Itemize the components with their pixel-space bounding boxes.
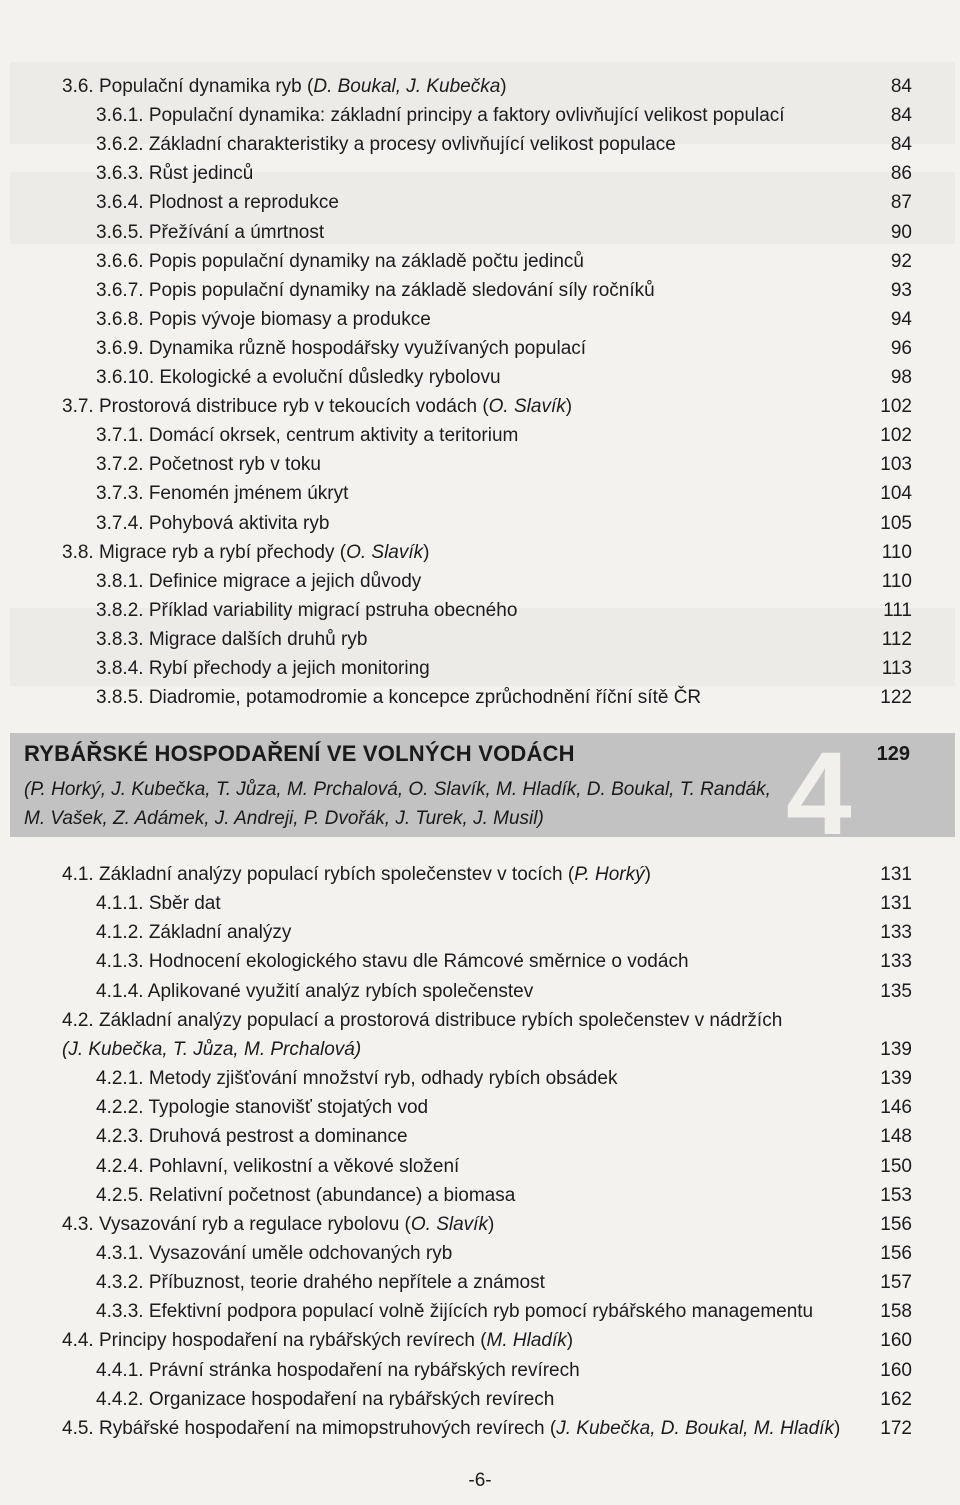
toc-entry[interactable] — [0, 363, 960, 392]
toc-entry-authors: O. Slavík — [346, 541, 424, 563]
toc-entry-label: 3.8.4. Rybí přechody a jejich monitoring — [96, 658, 430, 679]
toc-entry-label: 3.8.5. Diadromie, potamodromie a koncepce zprůchodnění říční sítě ČR — [96, 687, 702, 709]
toc-entry-label: 3.8.2. Příklad variability migrací pstruha obecného — [96, 599, 518, 621]
toc-entry-label: 3.6.4. Plodnost a reprodukce — [96, 192, 339, 214]
toc-entry-label: 4.2. Základní analýzy populací a prostorová distribuce rybích společenstev v nádržích — [62, 1009, 783, 1031]
toc-entry-label: 4.4.1. Právní stránka hospodaření na rybářských revírech — [96, 1359, 580, 1381]
toc-entry-page-number: 94 — [890, 308, 912, 330]
toc-entry-page-number: 139 — [880, 1038, 912, 1060]
toc-entry-page-number: 96 — [890, 337, 912, 359]
toc-entry[interactable] — [0, 1035, 960, 1064]
toc-entry-label: 3.8.1. Definice migrace a jejich důvody — [96, 570, 422, 592]
toc-entry-page-number: 84 — [890, 134, 912, 156]
toc-entry-label: 4.3. Vysazování ryb a regulace rybolovu (O. Slavík) — [62, 1213, 495, 1235]
toc-entry-page-number: 111 — [883, 599, 912, 621]
toc-entry[interactable] — [0, 1356, 960, 1385]
page-number-footer: -6- — [468, 1470, 492, 1491]
toc-entry[interactable] — [0, 654, 960, 683]
toc-entry-page-number: 87 — [890, 192, 912, 214]
toc-entry-label: 4.1.1. Sběr dat — [96, 893, 221, 915]
toc-entry[interactable] — [0, 1210, 960, 1239]
toc-entry[interactable] — [0, 305, 960, 334]
toc-entry-page-number: 157 — [880, 1272, 912, 1294]
toc-entry[interactable] — [0, 860, 960, 889]
toc-entry-label: 4.1.4. Aplikované využití analýz rybích společenstev — [96, 980, 534, 1002]
toc-entry[interactable] — [0, 159, 960, 188]
toc-entry[interactable] — [0, 977, 960, 1006]
chapter-page-number: 129 — [876, 743, 910, 765]
toc-entry-page-number: 102 — [880, 396, 912, 418]
chapter-authors-line-2: M. Vašek, Z. Adámek, J. Andreji, P. Dvořák, J. Turek, J. Musil) — [24, 808, 544, 829]
toc-entry[interactable] — [0, 130, 960, 159]
toc-entry-label: 3.7.2. Početnost ryb v toku — [96, 454, 321, 476]
toc-entry-page-number: 84 — [890, 76, 912, 97]
toc-entry-label: 3.6.9. Dynamika různě hospodářsky využívaných populací — [96, 337, 587, 359]
toc-entry[interactable] — [0, 1239, 960, 1268]
toc-entry-page-number: 172 — [880, 1417, 912, 1439]
toc-entry-label: 4.2.3. Druhová pestrost a dominance — [96, 1126, 408, 1148]
toc-entry[interactable] — [0, 625, 960, 654]
toc-entry-label: 4.3.2. Příbuznost, teorie drahého nepřítele a známost — [96, 1272, 545, 1294]
toc-entry[interactable] — [0, 1326, 960, 1355]
chapter-authors — [24, 775, 771, 833]
toc-entry-page-number: 158 — [880, 1301, 912, 1323]
toc-entry-page-number: 93 — [890, 279, 912, 301]
toc-entry[interactable] — [0, 218, 960, 247]
toc-entry-page-number: 156 — [880, 1242, 912, 1264]
toc-entry-page-number: 105 — [880, 512, 912, 534]
toc-entry-page-number: 98 — [890, 367, 912, 388]
toc-entry-label: 3.6.7. Popis populační dynamiky na základě sledování síly ročníků — [96, 279, 655, 301]
toc-entry[interactable] — [0, 1297, 960, 1326]
toc-entry-label: 4.2.2. Typologie stanovišť stojatých vod — [96, 1097, 429, 1119]
toc-entry-authors: O. Slavík — [410, 1213, 488, 1235]
toc-entry-label: 3.8. Migrace ryb a rybí přechody (O. Slavík) — [62, 541, 430, 563]
toc-entry[interactable] — [0, 1268, 960, 1297]
toc-entry-page-number: 86 — [890, 163, 912, 185]
toc-entry[interactable] — [0, 509, 960, 538]
toc-entry-page-number: 113 — [881, 658, 912, 679]
toc-entry-label: 3.6.5. Přežívání a úmrtnost — [96, 221, 325, 243]
toc-entry-page-number: 110 — [881, 570, 912, 592]
toc-entry-label: 4.1. Základní analýzy populací rybích společenstev v tocích (P. Horký) — [62, 864, 651, 885]
toc-entry-label: 3.7. Prostorová distribuce ryb v tekoucích vodách (O. Slavík) — [62, 396, 573, 418]
toc-entry-label: 3.8.3. Migrace dalších druhů ryb — [96, 628, 368, 650]
toc-entry-page-number: 122 — [880, 687, 912, 709]
toc-entry[interactable] — [0, 1414, 960, 1443]
toc-entry-page-number: 110 — [881, 541, 912, 563]
toc-entry[interactable] — [0, 276, 960, 305]
toc-entry[interactable] — [0, 1122, 960, 1151]
toc-entry[interactable] — [0, 918, 960, 947]
toc-entry-label: 4.2.5. Relativní početnost (abundance) a biomasa — [96, 1184, 516, 1206]
toc-entry[interactable] — [0, 334, 960, 363]
toc-entry-label: 3.7.3. Fenomén jménem úkryt — [96, 483, 349, 505]
toc-entry[interactable] — [0, 421, 960, 450]
toc-entry-label: 3.6. Populační dynamika ryb (D. Boukal, J. Kubečka) — [62, 76, 507, 97]
toc-entry[interactable] — [0, 538, 960, 567]
toc-entry[interactable] — [0, 1064, 960, 1093]
toc-entry-label: 3.6.1. Populační dynamika: základní principy a faktory ovlivňující velikost populací — [96, 105, 785, 127]
toc-entry-label: 4.3.1. Vysazování uměle odchovaných ryb — [96, 1242, 453, 1264]
toc-entry-page-number: 104 — [880, 483, 912, 505]
toc-entry-authors: J. Kubečka, D. Boukal, M. Hladík — [556, 1417, 834, 1439]
toc-entry[interactable] — [0, 596, 960, 625]
toc-entry-label: 3.6.8. Popis vývoje biomasy a produkce — [96, 308, 431, 330]
toc-entry-page-number: 146 — [880, 1097, 912, 1119]
toc-entry-label: 3.6.10. Ekologické a evoluční důsledky rybolovu — [96, 367, 501, 388]
toc-entry-label: 3.6.6. Popis populační dynamiky na základě počtu jedinců — [96, 250, 584, 272]
toc-entry-page-number: 131 — [880, 893, 912, 915]
toc-entry-page-number: 84 — [890, 105, 912, 127]
toc-entry-label: 4.1.2. Základní analýzy — [96, 922, 292, 944]
toc-entry-page-number: 103 — [880, 454, 912, 476]
toc-entry-authors: P. Horký — [574, 864, 645, 885]
toc-entry-label: (J. Kubečka, T. Jůza, M. Prchalová) — [62, 1038, 362, 1060]
toc-entry-page-number: 160 — [880, 1330, 912, 1352]
toc-entry[interactable] — [0, 72, 960, 101]
toc-entry-page-number: 162 — [880, 1388, 912, 1410]
chapter-big-number: 4 — [786, 728, 852, 860]
toc-entry[interactable] — [0, 101, 960, 130]
toc-entry-label: 4.1.3. Hodnocení ekologického stavu dle Rámcové směrnice o vodách — [96, 951, 689, 973]
toc-entry-label: 4.4.2. Organizace hospodaření na rybářských revírech — [96, 1388, 555, 1410]
toc-entry[interactable] — [0, 1093, 960, 1122]
toc-entry-page-number: 102 — [880, 425, 912, 447]
toc-entry-page-number: 92 — [890, 250, 912, 272]
toc-entry-page-number: 131 — [880, 864, 912, 885]
toc-entry-label: 3.6.3. Růst jedinců — [96, 163, 254, 185]
toc-entry-page-number: 90 — [890, 221, 912, 243]
toc-entry-page-number: 148 — [880, 1126, 912, 1148]
toc-entry[interactable] — [0, 947, 960, 976]
chapter-title: RYBÁŘSKÉ HOSPODAŘENÍ VE VOLNÝCH VODÁCH — [24, 741, 575, 766]
toc-entry-page-number: 153 — [880, 1184, 912, 1206]
chapter-4-banner — [10, 728, 955, 860]
toc-entry[interactable] — [0, 889, 960, 918]
toc-entry-page-number: 156 — [880, 1213, 912, 1235]
toc-entry-authors: D. Boukal, J. Kubečka — [313, 76, 501, 97]
toc-entry-label: 4.5. Rybářské hospodaření na mimopstruhových revírech (J. Kubečka, D. Boukal, M. Hladík) — [62, 1417, 841, 1439]
toc-entry-page-number: 150 — [880, 1155, 912, 1177]
toc-entry-page-number: 133 — [880, 951, 912, 973]
toc-entry-authors: O. Slavík — [488, 396, 566, 418]
toc-entry-label: 4.3.3. Efektivní podpora populací volně žijících ryb pomocí rybářského managementu — [96, 1301, 814, 1323]
toc-entry[interactable] — [0, 683, 960, 712]
toc-entry-label: 4.2.1. Metody zjišťování množství ryb, odhady rybích obsádek — [96, 1068, 618, 1090]
toc-entry-page-number: 139 — [880, 1068, 912, 1090]
toc-entry-page-number: 133 — [880, 922, 912, 944]
toc-entry[interactable] — [0, 1006, 960, 1035]
toc-entry-label: 4.4. Principy hospodaření na rybářských revírech (M. Hladík) — [62, 1330, 574, 1352]
toc-entry-page-number: 160 — [880, 1359, 912, 1381]
toc-entry-page-number: 112 — [881, 628, 912, 650]
toc-entry[interactable] — [0, 1385, 960, 1414]
toc-entry[interactable] — [0, 392, 960, 421]
toc-entry[interactable] — [0, 450, 960, 479]
toc-entry-page-number: 135 — [880, 980, 912, 1002]
toc-entry[interactable] — [0, 188, 960, 217]
chapter-authors-line-1: (P. Horký, J. Kubečka, T. Jůza, M. Prchalová, O. Slavík, M. Hladík, D. Boukal, T. Randák, — [24, 779, 771, 800]
toc-entry[interactable] — [0, 567, 960, 596]
toc-entry-label: 3.7.1. Domácí okrsek, centrum aktivity a teritorium — [96, 425, 519, 447]
toc-entry[interactable] — [0, 479, 960, 508]
toc-entry[interactable] — [0, 247, 960, 276]
toc-entry[interactable] — [0, 1152, 960, 1181]
toc-entry-authors: M. Hladík — [486, 1330, 567, 1352]
toc-entry-label: 3.6.2. Základní charakteristiky a procesy ovlivňující velikost populace — [96, 134, 676, 156]
toc-entry-label: 3.7.4. Pohybová aktivita ryb — [96, 512, 330, 534]
toc-entry-label: 4.2.4. Pohlavní, velikostní a věkové složení — [96, 1155, 460, 1177]
toc-entry[interactable] — [0, 1181, 960, 1210]
